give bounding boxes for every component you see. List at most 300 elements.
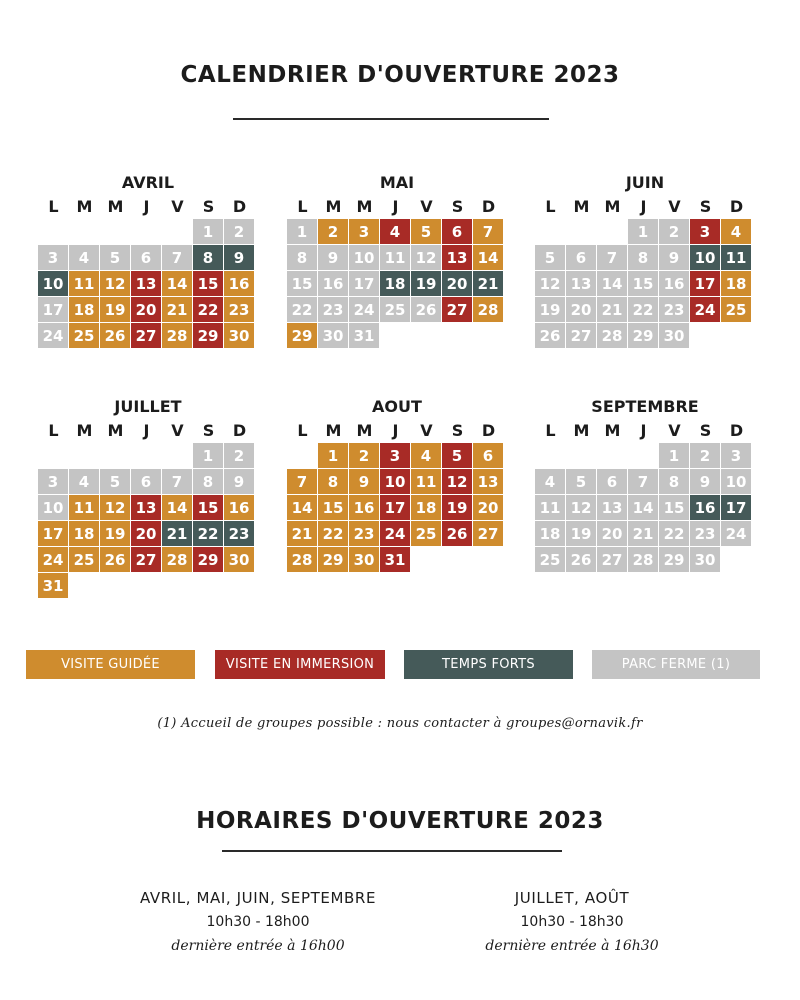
week-row (535, 245, 753, 271)
day-grid (535, 443, 753, 573)
day-cell-ferme: 22 (628, 297, 658, 322)
day-cell-ferme: 2 (224, 219, 254, 244)
empty-cell (38, 443, 68, 468)
day-cell-ferme: 5 (535, 245, 565, 270)
day-cell-forts: 16 (690, 495, 720, 520)
week-row (287, 547, 505, 573)
day-cell-guide: 21 (287, 521, 317, 546)
hours-last-entry: dernière entrée à 16h30 (485, 938, 659, 954)
day-cell-ferme: 26 (566, 547, 596, 572)
day-cell-ferme: 14 (628, 495, 658, 520)
empty-cell (597, 219, 627, 244)
day-cell-ferme: 19 (566, 521, 596, 546)
day-cell-immersion: 27 (442, 297, 472, 322)
month-name: AVRIL (121, 173, 175, 192)
day-cell-guide: 12 (100, 495, 130, 520)
day-cell-guide: 4 (411, 443, 441, 468)
day-cell-ferme: 20 (597, 521, 627, 546)
day-cell-forts: 21 (473, 271, 503, 296)
week-row (535, 297, 753, 323)
hours-title: HORAIRES D'OUVERTURE 2023 (196, 808, 604, 834)
legend-visite-guidee: VISITE GUIDÉE (26, 650, 195, 679)
week-row (287, 245, 505, 271)
weekday-label: L (297, 420, 308, 440)
day-cell-guide: 19 (100, 297, 130, 322)
day-cell-ferme: 22 (659, 521, 689, 546)
day-cell-immersion: 31 (380, 547, 410, 572)
day-cell-immersion: 12 (442, 469, 472, 494)
weekday-label: S (451, 196, 464, 216)
day-cell-ferme: 7 (162, 245, 192, 270)
empty-cell (100, 219, 130, 244)
weekday-label: M (356, 420, 373, 440)
weekday-label: J (640, 420, 647, 440)
month-juillet (38, 397, 256, 599)
day-cell-ferme: 17 (349, 271, 379, 296)
week-row (287, 323, 505, 349)
day-cell-immersion: 6 (442, 219, 472, 244)
day-cell-guide: 14 (162, 271, 192, 296)
day-cell-forts: 10 (38, 271, 68, 296)
day-cell-ferme: 3 (38, 245, 68, 270)
day-cell-ferme: 29 (659, 547, 689, 572)
week-row (38, 573, 256, 599)
day-cell-ferme: 29 (628, 323, 658, 348)
day-cell-immersion: 10 (380, 469, 410, 494)
day-cell-guide: 25 (721, 297, 751, 322)
day-cell-guide: 25 (69, 323, 99, 348)
week-row (287, 443, 505, 469)
day-cell-immersion: 27 (131, 547, 161, 572)
day-cell-guide: 25 (69, 547, 99, 572)
weekday-label: M (107, 196, 124, 216)
day-cell-immersion: 17 (690, 271, 720, 296)
day-grid (287, 219, 505, 349)
day-cell-ferme: 8 (193, 469, 223, 494)
empty-cell (411, 547, 441, 572)
day-cell-immersion: 13 (131, 495, 161, 520)
day-cell-ferme: 10 (38, 495, 68, 520)
day-cell-guide: 23 (224, 297, 254, 322)
day-cell-ferme: 30 (318, 323, 348, 348)
weekday-label: J (143, 196, 150, 216)
day-cell-guide: 7 (287, 469, 317, 494)
empty-cell (100, 443, 130, 468)
day-cell-ferme: 30 (659, 323, 689, 348)
weekday-label: J (143, 420, 150, 440)
empty-cell (224, 573, 254, 598)
empty-cell (69, 219, 99, 244)
day-cell-guide: 28 (162, 547, 192, 572)
day-cell-ferme: 7 (628, 469, 658, 494)
day-cell-guide: 16 (224, 271, 254, 296)
week-row (535, 219, 753, 245)
day-cell-guide: 2 (349, 443, 379, 468)
weekday-label: L (297, 196, 308, 216)
week-row (287, 297, 505, 323)
weekday-header (287, 193, 505, 219)
month-aout (287, 397, 505, 573)
day-cell-ferme: 30 (690, 547, 720, 572)
day-cell-guide: 27 (473, 521, 503, 546)
day-cell-ferme: 22 (287, 297, 317, 322)
day-cell-immersion: 20 (131, 521, 161, 546)
day-cell-ferme: 21 (628, 521, 658, 546)
day-cell-ferme: 16 (659, 271, 689, 296)
day-cell-forts: 20 (442, 271, 472, 296)
weekday-label: S (202, 420, 215, 440)
day-cell-ferme: 4 (69, 469, 99, 494)
day-cell-ferme: 14 (597, 271, 627, 296)
week-row (287, 219, 505, 245)
day-cell-guide: 11 (411, 469, 441, 494)
day-cell-ferme: 9 (690, 469, 720, 494)
day-cell-immersion: 20 (131, 297, 161, 322)
empty-cell (193, 573, 223, 598)
day-cell-forts: 17 (721, 495, 751, 520)
weekday-label: L (48, 420, 59, 440)
day-cell-ferme: 8 (628, 245, 658, 270)
day-cell-ferme: 1 (287, 219, 317, 244)
weekday-label: M (107, 420, 124, 440)
weekday-label: V (420, 196, 433, 216)
hours-period: JUILLET, AOÛT (514, 889, 630, 907)
weekday-label: L (48, 196, 59, 216)
day-cell-forts: 9 (224, 245, 254, 270)
weekday-label: M (356, 196, 373, 216)
day-cell-guide: 18 (721, 271, 751, 296)
weekday-label: D (232, 196, 247, 216)
day-cell-immersion: 24 (380, 521, 410, 546)
weekday-label: D (729, 420, 744, 440)
day-cell-ferme: 11 (380, 245, 410, 270)
weekday-label: L (545, 420, 556, 440)
weekday-label: J (640, 196, 647, 216)
day-cell-guide: 24 (38, 547, 68, 572)
day-cell-immersion: 19 (442, 495, 472, 520)
day-cell-immersion: 15 (193, 271, 223, 296)
day-cell-ferme: 28 (597, 323, 627, 348)
day-cell-ferme: 10 (349, 245, 379, 270)
day-cell-ferme: 8 (287, 245, 317, 270)
weekday-label: J (392, 196, 399, 216)
day-cell-immersion: 24 (690, 297, 720, 322)
day-cell-guide: 20 (473, 495, 503, 520)
day-cell-guide: 30 (224, 547, 254, 572)
day-cell-ferme: 15 (628, 271, 658, 296)
day-grid (535, 219, 753, 349)
day-cell-immersion: 13 (442, 245, 472, 270)
month-name: AOUT (372, 397, 422, 416)
day-cell-guide: 17 (38, 521, 68, 546)
day-cell-ferme: 6 (131, 469, 161, 494)
day-cell-ferme: 15 (659, 495, 689, 520)
day-cell-ferme: 26 (411, 297, 441, 322)
day-cell-ferme: 2 (224, 443, 254, 468)
empty-cell (131, 443, 161, 468)
week-row (38, 323, 256, 349)
day-cell-guide: 28 (287, 547, 317, 572)
day-cell-ferme: 1 (628, 219, 658, 244)
week-row (38, 521, 256, 547)
week-row (38, 297, 256, 323)
empty-cell (628, 443, 658, 468)
weekday-label: D (481, 196, 496, 216)
day-cell-guide: 15 (318, 495, 348, 520)
week-row (535, 323, 753, 349)
day-cell-ferme: 5 (100, 469, 130, 494)
day-cell-ferme: 4 (535, 469, 565, 494)
hours-divider (222, 850, 562, 852)
month-name: SEPTEMBRE (591, 397, 699, 416)
empty-cell (69, 573, 99, 598)
day-cell-ferme: 7 (597, 245, 627, 270)
day-cell-guide: 4 (721, 219, 751, 244)
weekday-label: D (232, 420, 247, 440)
day-cell-guide: 28 (162, 323, 192, 348)
day-cell-ferme: 25 (380, 297, 410, 322)
week-row (38, 245, 256, 271)
day-cell-ferme: 10 (721, 469, 751, 494)
day-cell-ferme: 17 (38, 297, 68, 322)
legend-parc-ferme: PARC FERME (1) (592, 650, 760, 679)
empty-cell (473, 323, 503, 348)
day-cell-immersion: 29 (193, 547, 223, 572)
weekday-label: D (481, 420, 496, 440)
day-cell-guide: 14 (162, 495, 192, 520)
day-cell-immersion: 3 (690, 219, 720, 244)
hours-time: 10h30 - 18h30 (520, 914, 624, 930)
day-cell-ferme: 24 (38, 323, 68, 348)
day-cell-guide: 31 (38, 573, 68, 598)
day-cell-forts: 19 (411, 271, 441, 296)
month-avril (38, 173, 256, 349)
hours-last-entry: dernière entrée à 16h00 (171, 938, 345, 954)
empty-cell (162, 219, 192, 244)
week-row (535, 271, 753, 297)
weekday-label: M (325, 196, 342, 216)
empty-cell (162, 573, 192, 598)
day-cell-guide: 11 (69, 495, 99, 520)
day-cell-ferme: 23 (690, 521, 720, 546)
day-cell-forts: 22 (193, 521, 223, 546)
day-cell-guide: 16 (349, 495, 379, 520)
day-cell-ferme: 31 (349, 323, 379, 348)
weekday-label: D (729, 196, 744, 216)
day-cell-ferme: 20 (566, 297, 596, 322)
day-cell-ferme: 28 (628, 547, 658, 572)
hours-period: AVRIL, MAI, JUIN, SEPTEMBRE (139, 889, 377, 907)
week-row (38, 271, 256, 297)
day-cell-guide: 28 (473, 297, 503, 322)
day-cell-ferme: 19 (535, 297, 565, 322)
hours-block-spring-autumn (128, 886, 388, 958)
day-cell-ferme: 18 (535, 521, 565, 546)
day-cell-immersion: 13 (131, 271, 161, 296)
weekday-label: S (699, 196, 712, 216)
day-cell-forts: 10 (690, 245, 720, 270)
day-cell-ferme: 8 (659, 469, 689, 494)
day-cell-guide: 30 (349, 547, 379, 572)
empty-cell (690, 323, 720, 348)
week-row (535, 495, 753, 521)
day-cell-ferme: 27 (597, 547, 627, 572)
day-cell-ferme: 16 (318, 271, 348, 296)
day-cell-ferme: 24 (721, 521, 751, 546)
day-cell-guide: 26 (100, 323, 130, 348)
day-cell-guide: 14 (287, 495, 317, 520)
day-cell-ferme: 3 (38, 469, 68, 494)
day-cell-guide: 16 (224, 495, 254, 520)
day-grid (287, 443, 505, 573)
weekday-label: M (573, 196, 590, 216)
day-cell-ferme: 12 (411, 245, 441, 270)
day-cell-guide: 23 (349, 521, 379, 546)
day-cell-guide: 18 (69, 297, 99, 322)
day-cell-guide: 30 (224, 323, 254, 348)
month-name: MAI (379, 173, 415, 192)
week-row (535, 521, 753, 547)
hours-time: 10h30 - 18h00 (206, 914, 310, 930)
week-row (287, 469, 505, 495)
empty-cell (566, 219, 596, 244)
day-cell-ferme: 23 (318, 297, 348, 322)
empty-cell (287, 443, 317, 468)
weekday-label: V (171, 420, 184, 440)
month-mai (287, 173, 505, 349)
day-cell-ferme: 27 (566, 323, 596, 348)
empty-cell (131, 573, 161, 598)
day-cell-guide: 22 (318, 521, 348, 546)
day-cell-ferme: 12 (566, 495, 596, 520)
day-cell-ferme: 9 (224, 469, 254, 494)
weekday-label: V (668, 420, 681, 440)
weekday-label: V (420, 420, 433, 440)
empty-cell (597, 443, 627, 468)
day-cell-immersion: 15 (193, 495, 223, 520)
day-cell-ferme: 12 (535, 271, 565, 296)
empty-cell (69, 443, 99, 468)
legend-visite-immersion: VISITE EN IMMERSION (215, 650, 385, 679)
day-cell-guide: 21 (162, 297, 192, 322)
day-cell-ferme: 9 (659, 245, 689, 270)
day-cell-guide: 29 (318, 547, 348, 572)
day-cell-ferme: 6 (131, 245, 161, 270)
day-cell-immersion: 27 (131, 323, 161, 348)
day-cell-guide: 25 (411, 521, 441, 546)
day-cell-ferme: 23 (659, 297, 689, 322)
month-juin (535, 173, 753, 349)
week-row (38, 495, 256, 521)
weekday-label: S (202, 196, 215, 216)
footnote: (1) Accueil de groupes possible : nous contacter à groupes@ornavik.fr (157, 716, 643, 731)
week-row (38, 469, 256, 495)
weekday-label: V (171, 196, 184, 216)
empty-cell (473, 547, 503, 572)
week-row (535, 547, 753, 573)
week-row (287, 495, 505, 521)
day-cell-immersion: 3 (380, 443, 410, 468)
hours-block-summer (472, 886, 672, 958)
empty-cell (442, 547, 472, 572)
day-grid (38, 219, 256, 349)
week-row (287, 271, 505, 297)
week-row (38, 443, 256, 469)
weekday-label: M (604, 196, 621, 216)
day-cell-guide: 6 (473, 443, 503, 468)
weekday-header (535, 193, 753, 219)
week-row (535, 443, 753, 469)
day-cell-immersion: 4 (380, 219, 410, 244)
day-cell-ferme: 1 (659, 443, 689, 468)
day-cell-ferme: 24 (349, 297, 379, 322)
day-cell-immersion: 29 (193, 323, 223, 348)
day-cell-guide: 3 (349, 219, 379, 244)
day-cell-ferme: 5 (566, 469, 596, 494)
weekday-label: M (604, 420, 621, 440)
day-cell-forts: 23 (224, 521, 254, 546)
empty-cell (380, 323, 410, 348)
day-cell-ferme: 5 (100, 245, 130, 270)
empty-cell (162, 443, 192, 468)
day-cell-guide: 5 (411, 219, 441, 244)
weekday-label: M (76, 196, 93, 216)
day-cell-ferme: 1 (193, 443, 223, 468)
month-septembre (535, 397, 753, 573)
day-cell-ferme: 3 (721, 443, 751, 468)
week-row (38, 219, 256, 245)
empty-cell (38, 219, 68, 244)
day-grid (38, 443, 256, 599)
day-cell-ferme: 26 (535, 323, 565, 348)
weekday-label: J (392, 420, 399, 440)
day-cell-immersion: 5 (442, 443, 472, 468)
day-cell-guide: 11 (69, 271, 99, 296)
weekday-label: S (451, 420, 464, 440)
weekday-label: M (325, 420, 342, 440)
day-cell-guide: 18 (411, 495, 441, 520)
day-cell-forts: 11 (721, 245, 751, 270)
day-cell-immersion: 17 (380, 495, 410, 520)
empty-cell (566, 443, 596, 468)
day-cell-forts: 8 (193, 245, 223, 270)
weekday-label: L (545, 196, 556, 216)
empty-cell (442, 323, 472, 348)
day-cell-guide: 12 (100, 271, 130, 296)
day-cell-guide: 2 (318, 219, 348, 244)
day-cell-guide: 9 (349, 469, 379, 494)
day-cell-guide: 19 (100, 521, 130, 546)
empty-cell (535, 219, 565, 244)
day-cell-forts: 18 (380, 271, 410, 296)
day-cell-ferme: 13 (566, 271, 596, 296)
weekday-header (287, 417, 505, 443)
empty-cell (535, 443, 565, 468)
weekday-header (535, 417, 753, 443)
day-cell-guide: 13 (473, 469, 503, 494)
legend-temps-forts: TEMPS FORTS (404, 650, 573, 679)
weekday-label: S (699, 420, 712, 440)
day-cell-ferme: 2 (659, 219, 689, 244)
day-cell-forts: 21 (162, 521, 192, 546)
day-cell-ferme: 13 (597, 495, 627, 520)
empty-cell (721, 547, 751, 572)
week-row (287, 521, 505, 547)
weekday-label: M (76, 420, 93, 440)
day-cell-ferme: 25 (535, 547, 565, 572)
day-cell-ferme: 2 (690, 443, 720, 468)
month-name: JUIN (625, 173, 665, 192)
